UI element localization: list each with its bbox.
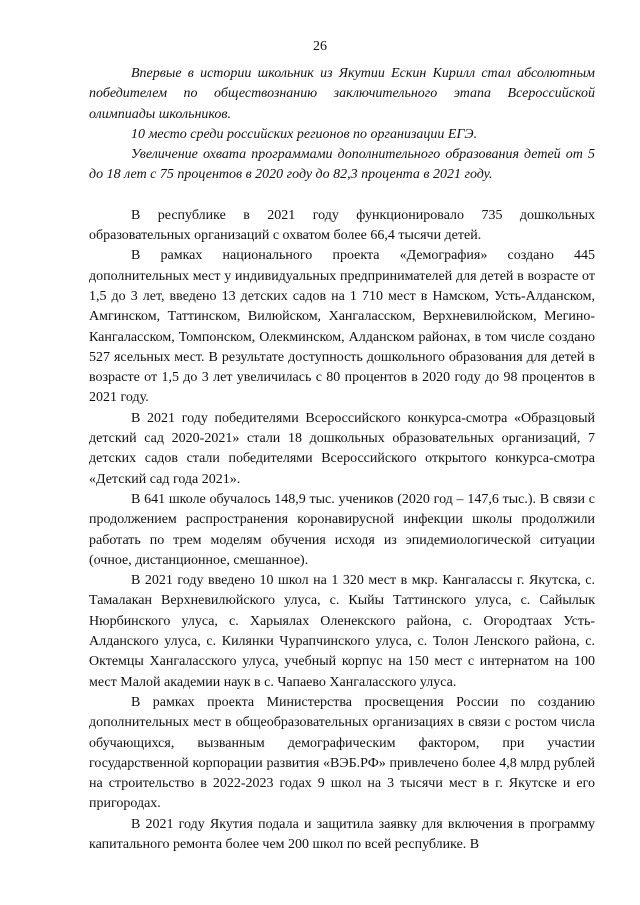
- body-paragraph: В 641 школе обучалось 148,9 тыс. учеников (2020 год – 147,6 тыс.). В связи с продолжением распространения коронавирусной инфекции школы продолжили работать по трем моделям обучения исходя из эпидемиологической ситуации (очное, дистанционное, смешанное).: [89, 491, 595, 568]
- body-paragraph: В 2021 году введено 10 школ на 1 320 мест в мкр. Кангалассы г. Якутска, с. Тамалакан Верхневилюйского улуса, с. Кыйы Таттинского улуса, с. Сайылык Нюрбинского улуса, с. Харыялах Оленекского района, с. Огородтаах Усть-Алданского улуса, с. Килянки Чурапчинского улуса, с. Толон Ленского района, с. Октемцы Хангаласского улуса, учебный корпус на 150 мест с интернатом на 100 мест Малой академии наук в с. Чапаево Хангаласского улуса.: [89, 573, 595, 690]
- document-body: [89, 64, 595, 855]
- section-spacer: [89, 186, 595, 206]
- highlight-paragraph: Впервые в истории школьник из Якутии Ескин Кирилл стал абсолютным победителем по обществознанию заключительного этапа Всероссийской олимпиады школьников.: [89, 66, 595, 122]
- highlight-paragraph: Увеличение охвата программами дополнительного образования детей от 5 до 18 лет с 75 процентов в 2020 году до 82,3 процента в 2021 году.: [89, 147, 595, 183]
- body-paragraph: В 2021 году победителями Всероссийского конкурса-смотра «Образцовый детский сад 2020-2021» стали 18 дошкольных образовательных организаций, 7 детских садов стали победителями Всероссийского открытого конкурса-смотра «Детский сад года 2021».: [89, 410, 595, 487]
- page-number: 26: [313, 39, 327, 54]
- body-paragraph: В рамках проекта Министерства просвещения России по созданию дополнительных мест в общеобразовательных организациях в связи с ростом числа обучающихся, вызванным демографическим фактором, при участии государственной корпорации развития «ВЭБ.РФ» привлечено более 4,8 млрд рублей на строительство в 2022-2023 годах 9 школ на 3 тысячи мест в г. Якутске и его пригородах.: [89, 694, 595, 812]
- body-paragraph: В 2021 году Якутия подала и защитила заявку для включения в программу капитального ремонта более чем 200 школ по всей республике. В: [89, 816, 595, 852]
- body-paragraph: В рамках национального проекта «Демография» создано 445 дополнительных мест у индивидуальных предпринимателей для детей в возрасте от 1,5 до 3 лет, введено 13 детских садов на 1 710 мест в Намском, Усть-Алданском, Амгинском, Таттинском, Вилюйском, Хангаласском, Верхневилюйском, Мегино-Кангаласском, Томпонском, Олекминском, Алданском районах, в том числе создано 527 ясельных мест. В результате доступность дошкольного образования для детей в возрасте от 1,5 до 3 лет увеличилась с 80 процентов в 2020 году до 98 процентов в 2021 году.: [89, 248, 595, 406]
- highlight-paragraph: 10 место среди российских регионов по организации ЕГЭ.: [131, 126, 478, 142]
- body-paragraph: В республике в 2021 году функционировало 735 дошкольных образовательных организаций с охватом более 66,4 тысячи детей.: [89, 207, 595, 244]
